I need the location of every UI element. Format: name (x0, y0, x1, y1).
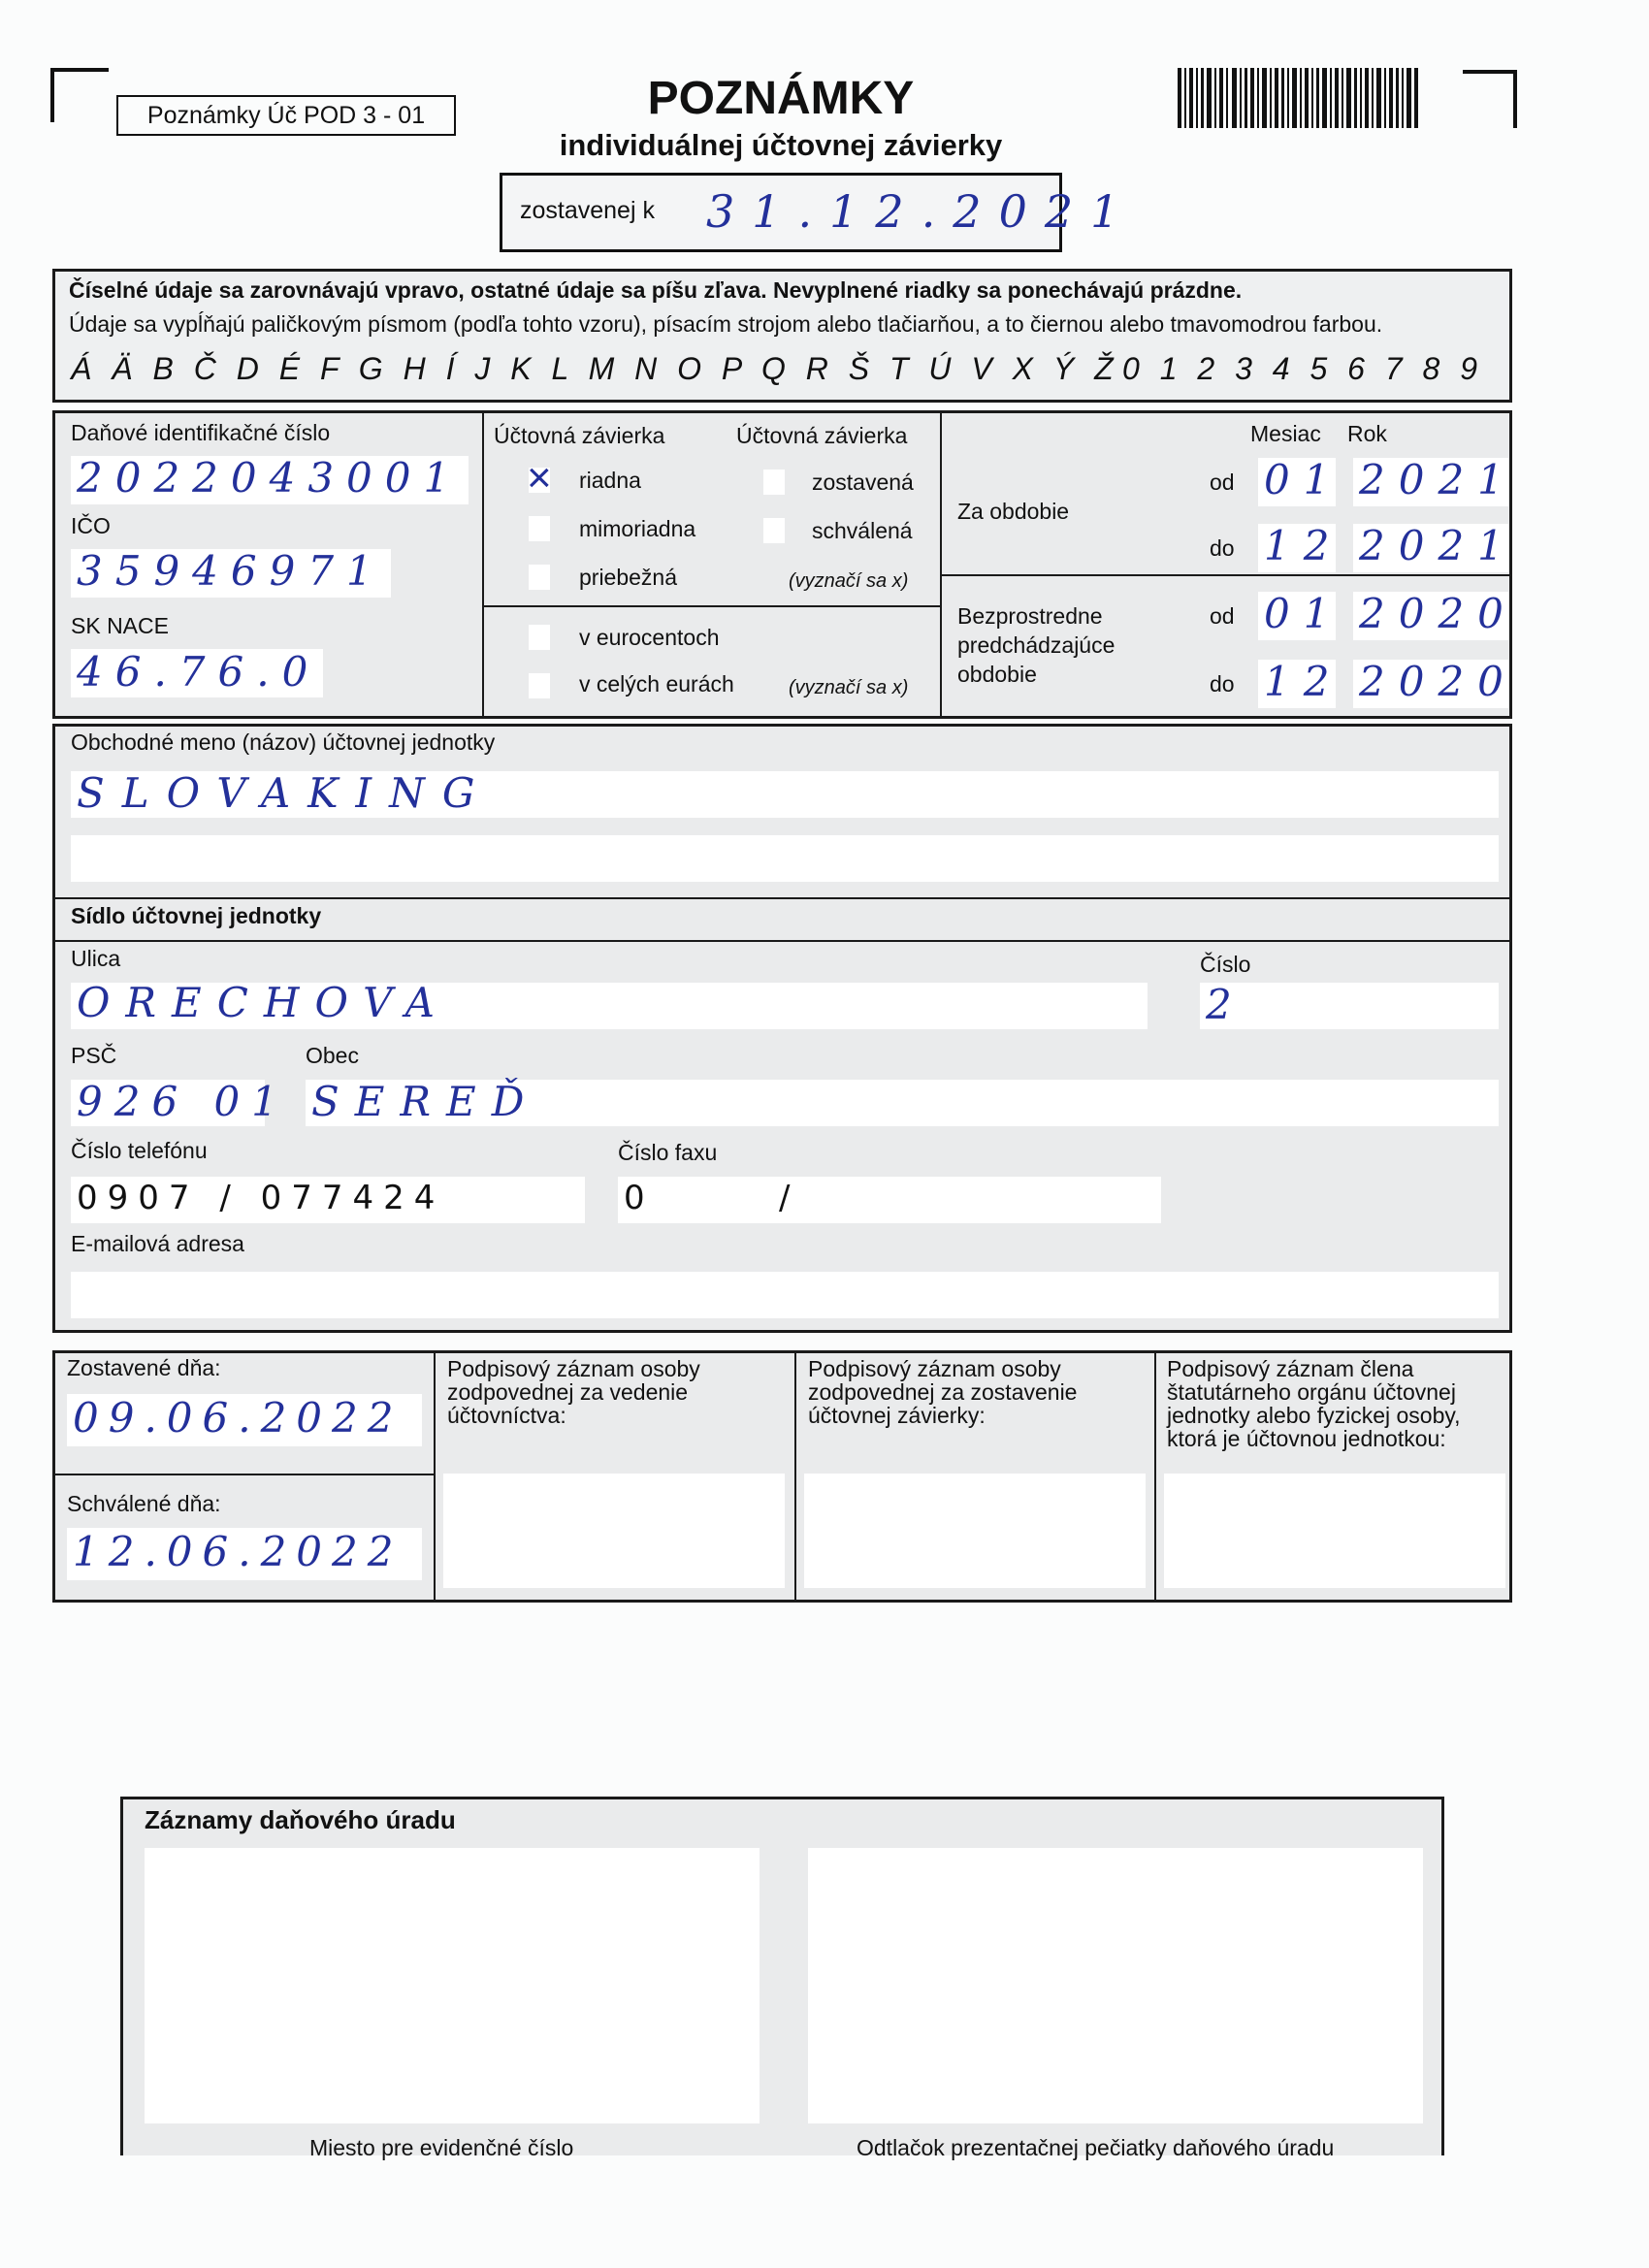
eur-checkbox[interactable] (529, 673, 550, 698)
email-field[interactable] (71, 1272, 1499, 1318)
eur-label: v celých eurách (579, 671, 734, 697)
sample-digits: 0 1 2 3 4 5 6 7 8 9 (1122, 351, 1483, 386)
fax-field[interactable] (618, 1177, 1161, 1223)
prev-from-month: 01 (1264, 590, 1343, 637)
divider (940, 413, 942, 716)
mark-note: (vyznačí sa x) (789, 570, 909, 592)
from-label-2: od (1210, 603, 1235, 629)
previous-period-label-3: obdobie (957, 662, 1037, 687)
tax-office-box (120, 1797, 1444, 2160)
number-field[interactable] (1200, 983, 1499, 1029)
city-value: SEREĎ (311, 1078, 540, 1125)
instructions-line-2: Údaje sa vypĺňajú paličkovým písmom (podľa tohto vzoru), písacím strojom alebo tlačiarňou, a to čiernou alebo tmavomodrou farbou. (69, 311, 1383, 337)
address-section-title: Sídlo účtovnej jednotky (71, 903, 322, 928)
divider (1154, 1353, 1156, 1600)
identification-box (52, 410, 1517, 719)
number-value: 2 (1206, 981, 1232, 1028)
closing-state-header: Účtovná závierka (736, 423, 908, 448)
divider (55, 897, 1509, 899)
current-from-year: 2021 (1359, 456, 1517, 503)
company-name-field-2[interactable] (71, 835, 1499, 882)
email-label: E-mailová adresa (71, 1231, 244, 1256)
signature-1-field[interactable] (443, 1474, 785, 1588)
phone-label: Číslo telefónu (71, 1138, 208, 1163)
zip-label: PSČ (71, 1043, 117, 1068)
prev-to-month: 12 (1264, 658, 1343, 705)
instructions-line-1: Číselné údaje sa zarovnávajú vpravo, ostatné údaje sa píšu zľava. Nevyplnené riadky sa ponechávajú prázdne. (69, 277, 1243, 303)
fax-value: 0 (624, 1179, 645, 1217)
phone-value: 0907 / 077424 (77, 1179, 445, 1217)
signature-2-label: Podpisový záznam osoby zodpovednej za zostavenie účtovnej závierky: (808, 1356, 1078, 1428)
instructions-box (52, 269, 1512, 403)
to-label: do (1210, 535, 1235, 561)
signature-3-field[interactable] (1164, 1474, 1505, 1588)
current-to-year: 2021 (1359, 522, 1517, 569)
compiled-date-label: zostavenej k (520, 197, 655, 224)
dic-label: Daňové identifikačné číslo (71, 420, 331, 445)
fax-slash: / (779, 1179, 791, 1217)
divider (794, 1353, 796, 1600)
current-from-month: 01 (1264, 456, 1343, 503)
entity-box (52, 724, 1512, 1333)
schvalena-checkbox[interactable] (763, 518, 785, 543)
compiled-on-value: 09.06.2022 (73, 1394, 404, 1442)
evidence-number-caption: Miesto pre evidenčné číslo (309, 2135, 574, 2160)
divider (482, 413, 484, 716)
nace-value: 46.76.0 (77, 648, 321, 696)
riadna-check-mark: × (527, 454, 552, 502)
form-code: Poznámky Úč POD 3 - 01 (146, 102, 426, 129)
from-label: od (1210, 470, 1235, 495)
ico-value: 35946971 (77, 547, 385, 595)
prev-to-year: 2020 (1359, 658, 1517, 705)
previous-period-label-1: Bezprostredne (957, 603, 1103, 629)
fax-label: Číslo faxu (618, 1140, 718, 1165)
signature-1-label: Podpisový záznam osoby zodpovednej za vedenie účtovníctva: (447, 1356, 700, 1428)
office-stamp-caption: Odtlačok prezentačnej pečiatky daňového úradu (857, 2135, 1335, 2160)
month-header: Mesiac (1250, 421, 1321, 446)
approved-on-label: Schválené dňa: (67, 1491, 221, 1516)
signature-2-field[interactable] (804, 1474, 1146, 1588)
dic-value: 2022043001 (77, 454, 463, 502)
current-period-label: Za obdobie (957, 499, 1070, 524)
eurocent-checkbox[interactable] (529, 625, 550, 650)
divider (434, 1353, 436, 1600)
zostavena-checkbox[interactable] (763, 470, 785, 495)
nace-label: SK NACE (71, 613, 169, 638)
barcode-image (1178, 68, 1420, 128)
tax-office-title: Záznamy daňového úradu (145, 1805, 456, 1834)
compiled-on-label: Zostavené dňa: (67, 1355, 221, 1380)
eurocent-label: v eurocentoch (579, 625, 720, 650)
page-subtitle: individuálnej účtovnej závierky (559, 128, 1003, 162)
street-value: ORECHOVA (77, 979, 450, 1026)
company-name-label: Obchodné meno (názov) účtovnej jednotky (71, 729, 496, 755)
ico-label: IČO (71, 513, 111, 538)
current-to-month: 12 (1264, 522, 1343, 569)
mimoriadna-label: mimoriadna (579, 516, 696, 541)
previous-period-label-2: predchádzajúce (957, 632, 1116, 658)
riadna-label: riadna (579, 468, 641, 493)
number-label: Číslo (1200, 952, 1251, 977)
compiled-date-box (500, 173, 1137, 252)
street-label: Ulica (71, 946, 121, 971)
divider (55, 1474, 434, 1475)
office-stamp-area (808, 1848, 1423, 2123)
priebezna-label: priebežná (579, 565, 678, 590)
closing-type-header: Účtovná závierka (494, 423, 665, 448)
zip-value: 926 01 (77, 1078, 289, 1125)
divider (482, 605, 940, 607)
sample-letters: Á Ä B Č D É F G H Í J K L M N O P Q R Š T Ú V X Ý Ž (71, 351, 1119, 386)
compiled-date-value[interactable]: 31.12.2021 (706, 185, 1137, 238)
evidence-number-area (145, 1848, 760, 2123)
form-code-box (116, 95, 456, 136)
mimoriadna-checkbox[interactable] (529, 516, 550, 541)
to-label-2: do (1210, 671, 1235, 697)
divider (940, 574, 1510, 576)
city-label: Obec (306, 1043, 359, 1068)
corner-mark-top-right (1463, 70, 1517, 128)
signatures-box (52, 1350, 1512, 1603)
prev-from-year: 2020 (1359, 590, 1517, 637)
company-name-value: SLOVAKING (77, 769, 493, 817)
page-title: POZNÁMKY (647, 73, 915, 124)
divider (55, 940, 1509, 942)
zostavena-label: zostavená (812, 470, 914, 495)
corner-mark-top-left (50, 68, 109, 122)
mark-note-2: (vyznačí sa x) (789, 677, 909, 698)
schvalena-label: schválená (812, 518, 913, 543)
year-header: Rok (1347, 421, 1387, 446)
priebezna-checkbox[interactable] (529, 565, 550, 590)
approved-on-value: 12.06.2022 (73, 1528, 404, 1575)
signature-3-label: Podpisový záznam člena štatutárneho orgánu účtovnej jednotky alebo fyzickej osoby, ktorá je účtovnou jednotkou: (1167, 1356, 1461, 1451)
